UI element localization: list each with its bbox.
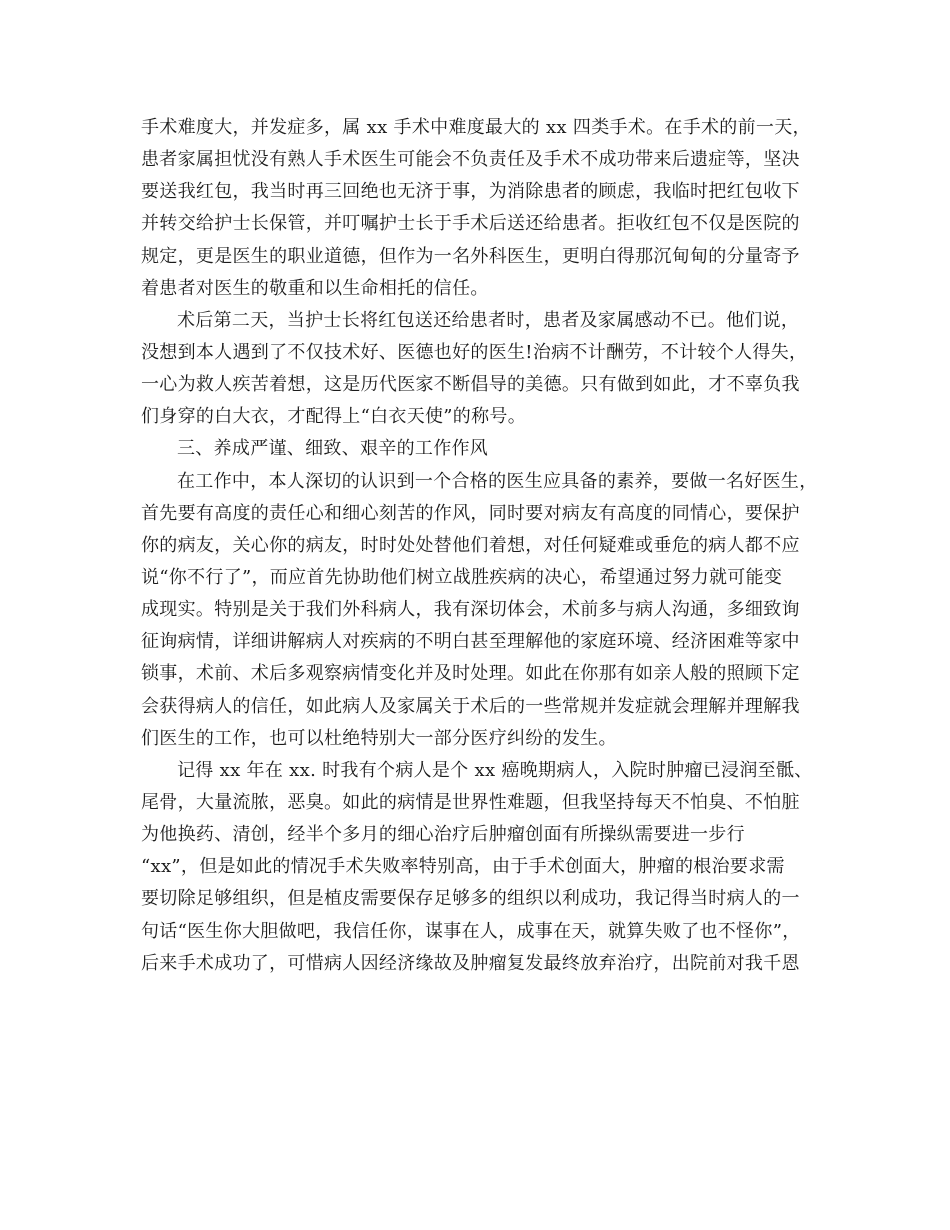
text-line: 成现实。特别是关于我们外科病人，我有深切体会，术前多与病人沟通，多细致询 xyxy=(141,599,800,621)
text-line: “xx”，但是如此的情况手术失败率特别高，由于手术创面大，肿瘤的根治要求需 xyxy=(141,856,785,878)
text-line: 为他换药、清创，经半个多月的细心治疗后肿瘤创面有所操纵需要进一步行 xyxy=(141,824,745,846)
paragraph-first-line: 在工作中，本人深切的认识到一个合格的医生应具备的素养，要做一名好医生， xyxy=(177,470,818,492)
text-line: 们医生的工作，也可以杜绝特别大一部分医疗纠纷的发生。 xyxy=(141,727,617,749)
text-line: 要切除足够组织，但是植皮需要保存足够多的组织以利成功，我记得当时病人的一 xyxy=(141,888,800,910)
text-line: 句话“医生你大胆做吧，我信任你，谋事在人，成事在天，就算失败了也不怪你”， xyxy=(141,920,801,942)
text-line: 征询病情，详细讲解病人对疾病的不明白甚至理解他的家庭环境、经济困难等家中 xyxy=(141,631,800,653)
text-line: 患者家属担忧没有熟人手术医生可能会不负责任及手术不成功带来后遗症等，坚决 xyxy=(141,149,800,171)
text-line: 并转交给护士长保管，并叮嘱护士长于手术后送还给患者。拒收红包不仅是医院的 xyxy=(141,213,800,235)
text-line: 规定，更是医生的职业道德，但作为一名外科医生，更明白得那沉甸甸的分量寄予 xyxy=(141,245,800,267)
text-line: 要送我红包，我当时再三回绝也无济于事，为消除患者的顾虑，我临时把红包收下 xyxy=(141,181,800,203)
text-line: 一心为救人疾苦着想，这是历代医家不断倡导的美德。只有做到如此，才不辜负我 xyxy=(141,374,800,396)
text-line: 锁事，术前、术后多观察病情变化并及时处理。如此在你那有如亲人般的照顾下定 xyxy=(141,663,800,685)
text-line: 说“你不行了”，而应首先协助他们树立战胜疾病的决心，希望通过努力就可能变 xyxy=(141,566,783,588)
text-line: 你的病友，关心你的病友，时时处处替他们着想，对任何疑难或垂危的病人都不应 xyxy=(141,534,800,556)
text-line: 手术难度大，并发症多，属 xx 手术中难度最大的 xx 四类手术。在手术的前一天， xyxy=(141,117,811,138)
text-line: 着患者对医生的敬重和以生命相托的信任。 xyxy=(141,277,489,299)
document-body xyxy=(141,112,821,980)
section-heading: 三、养成严谨、细致、艰辛的工作作风 xyxy=(177,438,489,460)
text-line: 们身穿的白大衣，才配得上“白衣天使”的称号。 xyxy=(141,406,527,428)
text-line: 尾骨，大量流脓，恶臭。如此的病情是世界性难题，但我坚持每天不怕臭、不怕脏 xyxy=(141,791,800,813)
text-line: 没想到本人遇到了不仅技术好、医德也好的医生!治病不计酬劳，不计较个人得失， xyxy=(141,341,808,363)
text-line: 后来手术成功了，可惜病人因经济缘故及肿瘤复发最终放弃治疗，出院前对我千恩 xyxy=(141,952,800,974)
text-line: 会获得病人的信任，如此病人及家属关于术后的一些常规并发症就会理解并理解我 xyxy=(141,695,800,717)
paragraph-first-line: 记得 xx 年在 xx. 时我有个病人是个 xx 癌晚期病人，入院时肿瘤已浸润至骶、 xyxy=(177,759,813,781)
paragraph-first-line: 术后第二天，当护士长将红包送还给患者时，患者及家属感动不已。他们说， xyxy=(177,309,800,331)
text-line: 首先要有高度的责任心和细心刻苦的作风，同时要对病友有高度的同情心，要保护 xyxy=(141,502,800,524)
